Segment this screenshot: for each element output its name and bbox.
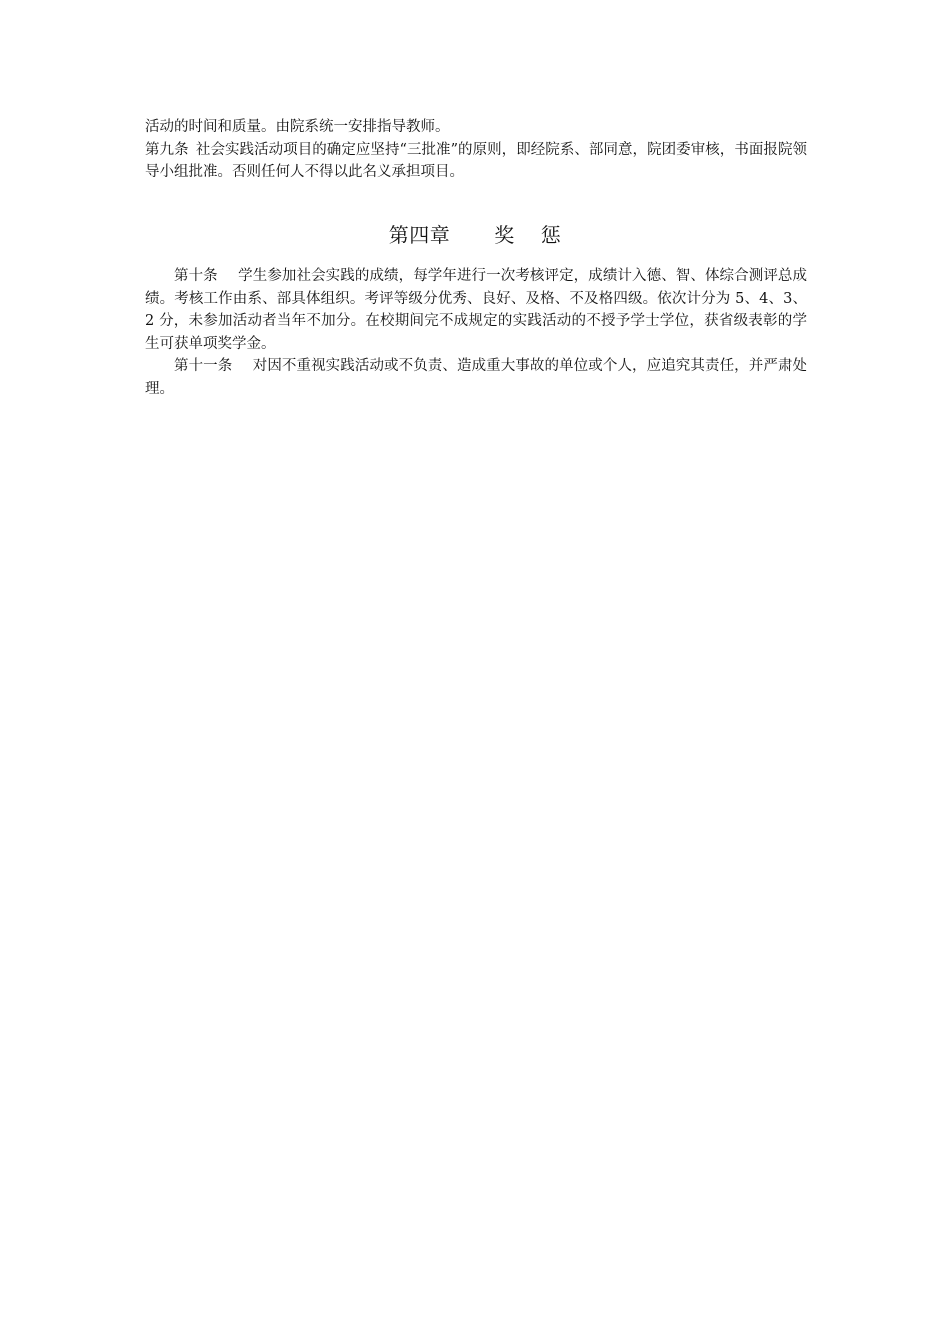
article-9-label: 第九条 (145, 141, 189, 158)
article-10-label: 第十条 (174, 268, 218, 284)
article-9-paragraph (145, 139, 807, 184)
chapter4-body (145, 265, 807, 400)
chapter-4-title-part2: 惩 (540, 223, 562, 247)
chapter-4-title-part1: 奖 (494, 223, 515, 247)
article-9-text: 社会实践活动项目的确定应坚持“三批准”的原则，即经院系、部同意，院团委审核，书面报院领导小组批准。否则任何人不得以此名义承担项目。 (145, 141, 808, 180)
chapter3-tail (145, 116, 807, 184)
article-10-text: 学生参加社会实践的成绩，每学年进行一次考核评定，成绩计入德、智、体综合测评总成绩。考核工作由系、部具体组织。考评等级分优秀、良好、及格、不及格四级。依次计分为 5、4、3、2 分，未参加活动者当年不加分。在校期间完不成规定的实践活动的不授予学士学位，获省级表彰的学生可获单项奖学金。 (145, 268, 807, 352)
article-11-paragraph (145, 355, 807, 400)
article-10-paragraph (145, 265, 807, 355)
chapter-4-heading (0, 220, 950, 250)
article-11-text: 对因不重视实践活动或不负责、造成重大事故的单位或个人，应追究其责任，并严肃处理。 (145, 358, 808, 397)
continuation-paragraph (145, 116, 807, 139)
continuation-text: 活动的时间和质量。由院系统一安排指导教师。 (145, 119, 450, 135)
article-11-label: 第十一条 (174, 358, 233, 374)
chapter-4-number: 第四章 (388, 223, 451, 247)
